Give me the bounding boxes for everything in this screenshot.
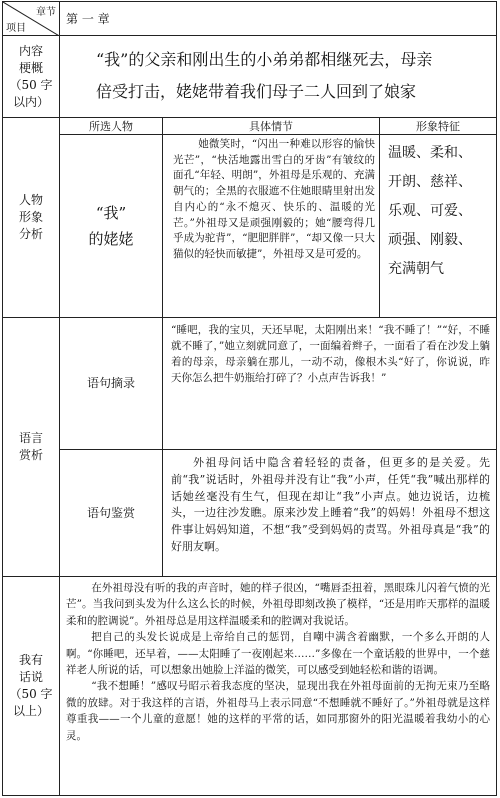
language-label-line: 赏析 xyxy=(18,448,43,462)
character-label-line: 分析 xyxy=(18,227,43,241)
summary-line: 倍受打击，姥姥带着我们母子二人回到了娘家 xyxy=(96,82,417,101)
character-label-cell xyxy=(2,117,60,318)
character-label-line: 形象 xyxy=(18,210,43,224)
persona-line: “我” xyxy=(95,204,127,222)
col-header-details: 具体情节 xyxy=(162,117,380,135)
traits-cell xyxy=(379,134,497,318)
appreciation-text-cell: 外祖母问话中隐含着轻轻的责备，但更多的是关爱。先前“我”说话时，外祖母并没有让“我”小声，任凭“我”喊出那样的话她丝毫没有生气，但现在却让“我”小声点。她边说话，边梳头，一边往沙发瞧。原来沙发上睡着“我”的妈妈！外祖母不想这件事让妈妈知道，不想“我”受到妈妈的责骂。外祖母真是“我”的好朋友啊。 xyxy=(162,449,497,577)
reflection-label-line: 话说 xyxy=(18,670,43,684)
persona-cell xyxy=(59,134,163,318)
corner-header-cell xyxy=(2,1,60,36)
summary-label-line: 以内） xyxy=(12,94,49,109)
appreciation-label-cell: 语句鉴赏 xyxy=(59,449,163,577)
summary-line: “我”的父亲和刚出生的小弟弟都相继死去，母亲 xyxy=(96,50,433,69)
reflection-label-line: （50 字 xyxy=(9,687,53,701)
corner-label-chapter: 章节 xyxy=(36,7,56,18)
details-cell: 她微笑时，“闪出一种难以形容的愉快光芒”，“快活地露出雪白的牙齿”有皱纹的面孔“年轻、明朗”，外祖母是乐观的、充满朝气的；全黑的衣服遮不住她眼睛里射出发自内心的“永不熄灭、快乐的、温暖的光芒。”外祖母又是顽强刚毅的；她“腰弯得几乎成为驼背”，“肥肥胖胖”，“却又像一只大猫似的轻快而敏捷”，外祖母又是可爱的。 xyxy=(162,134,380,318)
reflection-text-cell xyxy=(59,576,497,796)
language-label-line: 语言 xyxy=(18,431,43,445)
reflection-label-cell xyxy=(2,576,60,796)
trait-line: 顽强、刚毅、 xyxy=(388,232,472,248)
character-label-line: 人物 xyxy=(18,193,43,207)
summary-text-cell xyxy=(59,35,497,118)
trait-line: 温暖、柔和、 xyxy=(388,145,472,161)
language-label-cell xyxy=(2,317,60,577)
trait-line: 充满朝气 xyxy=(388,261,444,277)
trait-line: 乐观、可爱、 xyxy=(388,203,472,219)
persona-line: 的姥姥 xyxy=(88,230,134,248)
corner-label-item: 项目 xyxy=(6,23,26,34)
excerpt-label-cell: 语句摘录 xyxy=(59,317,163,450)
summary-label-line: 内容 xyxy=(18,43,43,58)
reading-record-table xyxy=(2,1,497,796)
reflection-paragraph: 把自己的头发长说成是上帝给自己的惩罚，自嘲中满含着幽默，一个多么开朗的人啊。“你睡吧，还早着，——太阳睡了一夜刚起来……”多像在一个童话般的世界中，一个慈祥老人所说的话，可以想象出她脸上洋溢的微笑，可以感受到她轻松和谐的语调。 xyxy=(66,631,490,677)
col-header-traits: 形象特征 xyxy=(379,117,497,135)
col-header-persona: 所选人物 xyxy=(59,117,163,135)
summary-label-line: 梗概 xyxy=(18,60,43,75)
reflection-paragraph: 在外祖母没有听的我的声音时，她的样子很凶，“嘴唇歪扭着，黑眼珠儿闪着气愤的光芒”。当我问到头发为什么这么长的时候，外祖母即刻改换了模样，“还是用昨天那样的温暖柔和的腔调说”。外祖母总是用这样温暖柔和的腔调对我说话。 xyxy=(66,582,490,627)
chapter-cell: 第 一 章 xyxy=(59,1,497,36)
summary-label-cell xyxy=(2,35,60,118)
reflection-label-line: 以上） xyxy=(12,704,49,718)
excerpt-text-cell: “睡吧，我的宝贝，天还早呢，太阳刚出来！“我不睡了！”“好，不睡就不睡了，”她立刻就同意了，一面编着辫子，一面看了看在沙发上躺着的母亲，母亲躺在那儿，一动不动，像根木头“好了，你说说，昨天你怎么把牛奶瓶给打碎了？小点声告诉我！” xyxy=(162,317,497,450)
summary-label-line: （50 字 xyxy=(9,77,53,92)
reflection-label-line: 我有 xyxy=(18,653,43,667)
trait-line: 开朗、慈祥、 xyxy=(388,174,472,190)
reflection-paragraph: “我不想睡！”感叹号昭示着我态度的坚决，显现出我在外祖母面前的无拘无束乃至略微的放肆。对于我这样的言语，外祖母马上表示同意“不想睡就不睡好了。”外祖母就是这样尊重我——一个儿童的意愿！她的这样的平常的话，如同那窗外的阳光温暖着我幼小的心灵。 xyxy=(66,680,490,742)
